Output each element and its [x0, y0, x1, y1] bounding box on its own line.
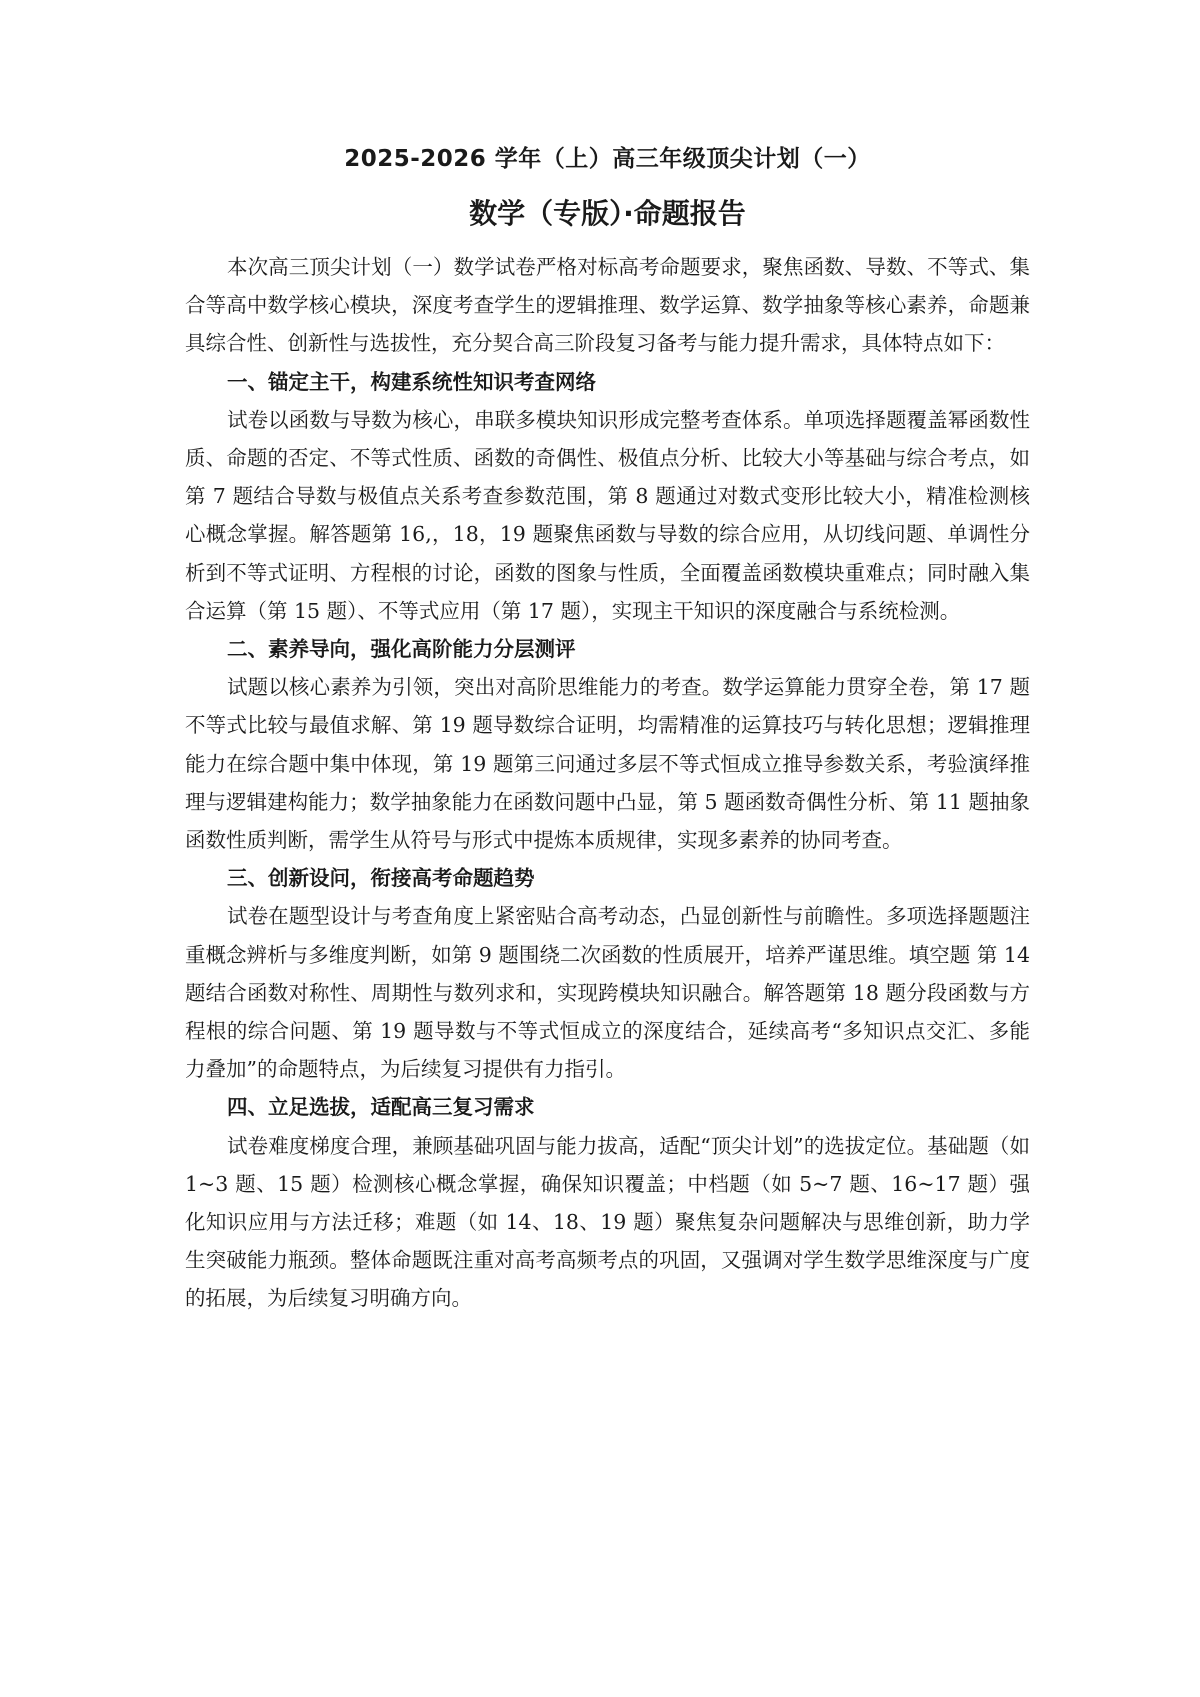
- section-3-body: 试卷在题型设计与考查角度上紧密贴合高考动态，凸显创新性与前瞻性。多项选择题题注重概念辨析与多维度判断，如第 9 题围绕二次函数的性质展开，培养严谨思维。填空题 第 14 题结合函数对称性、周期性与数列求和，实现跨模块知识融合。解答题第 18 题分段函数与方程根的综合问题、第 19 题导数与不等式恒成立的深度结合，延续高考“多知识点交汇、多能力叠加”的命题特点，为后续复习提供有力指引。: [185, 904, 1030, 1082]
- document-subtitle: 数学（专版）·命题报告: [469, 197, 746, 230]
- section-4-heading: 四、立足选拔，适配高三复习需求: [227, 1095, 535, 1120]
- section-2-body: 试题以核心素养为引领，突出对高阶思维能力的考查。数学运算能力贯穿全卷，第 17 题不等式比较与最值求解、第 19 题导数综合证明，均需精准的运算技巧与转化思想；逻辑推理能力在综合题中集中体现，第 19 题第三问通过多层不等式恒成立推导参数关系，考验演绎推理与逻辑建构能力；数学抽象能力在函数问题中凸显，第 5 题函数奇偶性分析、第 11 题抽象函数性质判断，需学生从符号与形式中提炼本质规律，实现多素养的协同考查。: [185, 675, 1030, 853]
- section-1-heading: 一、锚定主干，构建系统性知识考查网络: [227, 369, 596, 394]
- document-title: 2025-2026 学年（上）高三年级顶尖计划（一）: [344, 146, 871, 172]
- section-1-body: 试卷以函数与导数为核心，串联多模块知识形成完整考查体系。单项选择题覆盖幂函数性质、命题的否定、不等式性质、函数的奇偶性、极值点分析、比较大小等基础与综合考点，如第 7 题结合导数与极值点关系考查参数范围，第 8 题通过对数式变形比较大小，精准检测核心概念掌握。解答题第 16,，18，19 题聚焦函数与导数的综合应用，从切线问题、单调性分析到不等式证明、方程根的讨论，函数的图象与性质，全面覆盖函数模块重难点；同时融入集合运算（第 15 题）、不等式应用（第 17 题），实现主干知识的深度融合与系统检测。: [185, 407, 1030, 623]
- section-4-body: 试卷难度梯度合理，兼顾基础巩固与能力拔高，适配“顶尖计划”的选拔定位。基础题（如 1~3 题、15 题）检测核心概念掌握，确保知识覆盖；中档题（如 5~7 题、16~17 题）强化知识应用与方法迁移；难题（如 14、18、19 题）聚焦复杂问题解决与思维创新，助力学生突破能力瓶颈。整体命题既注重对高考高频考点的巩固，又强调对学生数学思维深度与广度的拓展，为后续复习明确方向。: [185, 1133, 1030, 1311]
- intro-paragraph: 本次高三顶尖计划（一）数学试卷严格对标高考命题要求，聚焦函数、导数、不等式、集合等高中数学核心模块，深度考查学生的逻辑推理、数学运算、数学抽象等核心素养，命题兼具综合性、创新性与选拔性，充分契合高三阶段复习备考与能力提升需求，具体特点如下：: [185, 255, 1030, 356]
- document-page: [185, 140, 1030, 1318]
- section-3-heading: 三、创新设问，衔接高考命题趋势: [227, 866, 535, 891]
- section-2-heading: 二、素养导向，强化高阶能力分层测评: [227, 637, 576, 662]
